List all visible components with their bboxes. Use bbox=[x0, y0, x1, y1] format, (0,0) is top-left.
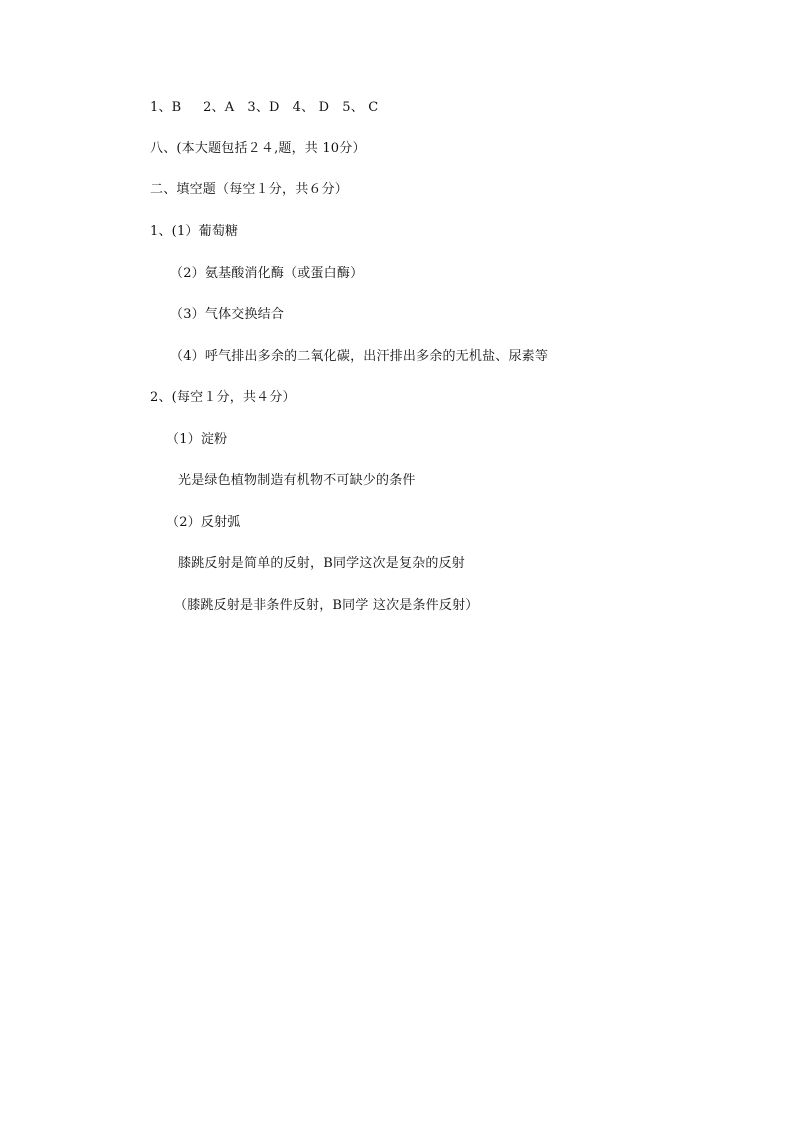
answer-line-section-eight: 八、(本大题包括２４,题，共 10分） bbox=[150, 141, 366, 156]
answer-line-q2-part2: （2）反射弧 bbox=[166, 515, 241, 530]
answer-line-q2-heading: 2、(每空１分，共４分） bbox=[150, 390, 296, 405]
answer-line-q1-part3: （3）气体交换结合 bbox=[170, 307, 285, 322]
answer-line-q2-part2-explanation: 膝跳反射是简单的反射，B同学这次是复杂的反射 bbox=[178, 556, 465, 571]
answer-line-q2-alternative-answer: （膝跳反射是非条件反射，B同学 这次是条件反射） bbox=[174, 598, 479, 613]
answer-line-choice-answers: 1、B 2、A 3、D 4、 D 5、 C bbox=[150, 100, 379, 115]
answer-line-fill-blank-heading: 二、填空题（每空１分，共６分） bbox=[150, 182, 349, 197]
answer-line-q2-part1-explanation: 光是绿色植物制造有机物不可缺少的条件 bbox=[178, 473, 416, 488]
answer-line-q2-part1: （1）淀粉 bbox=[166, 432, 228, 447]
answer-line-q1-part4: （4）呼气排出多余的二氧化碳，出汗排出多余的无机盐、尿素等 bbox=[170, 349, 549, 364]
answer-line-q1-part1: 1、(1）葡萄糖 bbox=[150, 224, 239, 239]
answer-line-q1-part2: （2）氨基酸消化酶（或蛋白酶） bbox=[170, 266, 364, 281]
